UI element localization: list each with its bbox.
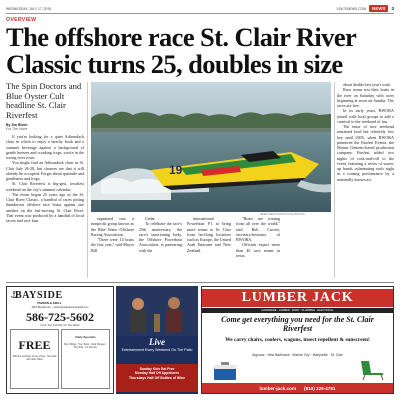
page-number: 3 bbox=[391, 6, 394, 11]
specials-text: Mon: Wings · Tue: Tacos · Wed: Burgers · Thu: Ribs · Fri: Fish Fry bbox=[64, 344, 107, 349]
bayside-subtitle: TAVERN & GRILL bbox=[37, 301, 62, 305]
paragraph: To celebrate the race's 25th anniversary, the race's sanctioning body, the Offshore Powerboat Association, is partnering with the bbox=[139, 221, 182, 253]
lumberjack-contact-bar bbox=[202, 383, 393, 393]
headline: The offshore race St. Clair River Classic turns 25, doubles in size bbox=[6, 22, 356, 79]
lumberjack-ad[interactable] bbox=[201, 286, 394, 394]
bayside-coupon bbox=[10, 329, 59, 389]
site-name: VOICENEWS.COM bbox=[336, 6, 367, 11]
paragraph: In its early years, BWORA joined with local groups to add a carnival to the weekend of fun. bbox=[337, 108, 394, 124]
article-column-3 bbox=[139, 216, 182, 253]
issue-date: WEDNESDAY, JULY 17, 2019 bbox=[6, 6, 52, 11]
live-subtitle: Entertainment Every Weekend On The Patio bbox=[121, 348, 193, 352]
race-boat-photo bbox=[91, 82, 331, 212]
bayside-tagline: Food, Fun & Drinks On The Water bbox=[40, 324, 80, 327]
ad-divider bbox=[6, 282, 394, 283]
coupon-free: FREE bbox=[18, 338, 51, 352]
live-entertainment-ad[interactable] bbox=[116, 286, 198, 394]
paragraph: Officials expect more than 40 race teams in town, bbox=[236, 242, 280, 258]
header-rule bbox=[6, 13, 394, 14]
paragraph: organized into a nonprofit group known as the Blue Water Offshore Racing Association. bbox=[91, 216, 134, 237]
article-column-5 bbox=[236, 216, 280, 258]
paragraph: "There were 14 boats the first year," said Mayor Bill bbox=[91, 237, 134, 253]
boat-number: 19 bbox=[169, 163, 183, 177]
paragraph: Cedar. bbox=[145, 216, 156, 221]
live-specials-band bbox=[116, 364, 198, 392]
lumberjack-logo bbox=[202, 289, 393, 307]
section-label: OVERVIEW bbox=[6, 17, 37, 23]
article-column-2 bbox=[91, 216, 134, 253]
header-right bbox=[337, 5, 394, 12]
live-special-2: Monday Half Off Appetizers bbox=[134, 371, 180, 376]
page-header bbox=[6, 4, 394, 13]
article-column-6 bbox=[337, 82, 394, 182]
bayside-offers bbox=[10, 329, 110, 389]
paragraph: If you're looking for a quiet Adirondack chair in which to enjoy a beachy book and a summer beverage against a background of gentle breezes and croaking frogs, you're in the wrong river town. bbox=[6, 134, 84, 160]
paragraph: You might find an Adirondack chair in St. Clair July 26-28, but chances are that it will already be occupied. Forget about quietude and gentleness and frogs. bbox=[6, 160, 84, 181]
byline-org: For The Voice bbox=[6, 127, 28, 132]
paragraph: "Boats are coming from all over the world," said Bob Currier, secretary/treasurer of BWORA. bbox=[236, 216, 280, 242]
article-column-1 bbox=[6, 134, 84, 223]
section-chip: NEWS bbox=[369, 5, 388, 12]
paragraph: international Powerboat P1 to bring more teams to St. Clair from far-flung locations such as Europe, the United Arab Emirates and New Zealand. bbox=[187, 216, 231, 253]
race-boat-illustration bbox=[91, 82, 331, 212]
byline-name: By Jim Bloch bbox=[6, 123, 28, 127]
coupon-text: With the purchase of any entree · Not valid with other offers bbox=[12, 356, 57, 361]
column-separator bbox=[87, 82, 88, 278]
lumberjack-website[interactable]: lumber-jack.com bbox=[259, 385, 297, 391]
live-special-3: Thursdays Half Off Bottles of Wine bbox=[129, 375, 185, 380]
live-special-1: Sunday Kids Eat Free bbox=[139, 367, 175, 371]
photo-credit: MEDIA NEWS GROUP FILE PHOTOS bbox=[260, 213, 305, 216]
specials-label: Daily Specials bbox=[75, 335, 96, 339]
lumberjack-locations: Algonac · New Baltimore · Marine City · Marysville · St. Clair bbox=[252, 353, 343, 357]
cooler-icon bbox=[212, 361, 238, 381]
chair-icon bbox=[357, 359, 387, 381]
lumberjack-logo-text: LUMBER JACK bbox=[241, 290, 354, 305]
deck: The Spin Doctors and Blue Oyster Cult headline St. Clair Riverfest bbox=[6, 81, 82, 120]
bayside-logo: BAYSIDE bbox=[15, 290, 63, 301]
lumberjack-headline: Come get everything you need for the St. Clair Riverfest bbox=[221, 315, 374, 333]
column-separator bbox=[334, 82, 335, 278]
paragraph: The tenor of race weekend remained loud but relatively low key until 2005, when BWORA partnered the Funfest Events, the Mount Clemens-based production company. Funfest added two nights of rock-and-roll to the event, featuring a series of warm-up bands culminating each night in a rousing performance by a nationally known act. bbox=[337, 124, 394, 182]
lumberjack-tagbar: HARDWARE · LUMBER · PAINT · PLUMBING · ELECTRICAL bbox=[202, 308, 393, 313]
live-title: Live bbox=[149, 337, 165, 347]
band-photo-icon bbox=[116, 286, 198, 336]
paragraph: Race teams test their boats in the river on Saturday with races beginning at noon on Sunday. The races are free. bbox=[337, 87, 394, 108]
lumberjack-subhead: We carry chairs, coolers, wagons, insect repellent & sunscreen! bbox=[225, 337, 370, 343]
article-column-4 bbox=[187, 216, 231, 253]
paragraph: The event began 25 years ago as the St. Clair River Classic, a handful of races pitting thunderous offshore race boats against one another on the fast-moving St. Clair River. That event was produced by a handful of local racers and race fans bbox=[6, 191, 84, 223]
lumberjack-phone: (810) 329-4781 bbox=[304, 385, 336, 391]
byline bbox=[6, 123, 84, 131]
bayside-address: 4097 Bayside Rd. · www.baysidetavernandgrill.com bbox=[31, 306, 89, 309]
paragraph: St. Clair Riverfest is big-gest, rowdiest weekend on the city's summer calendar. bbox=[6, 181, 84, 192]
bayside-ad[interactable] bbox=[6, 286, 114, 394]
bayside-specials bbox=[61, 329, 110, 389]
paragraph: about double last year's total. bbox=[343, 82, 391, 87]
bayside-phone: 586-725-5602 bbox=[26, 310, 94, 324]
